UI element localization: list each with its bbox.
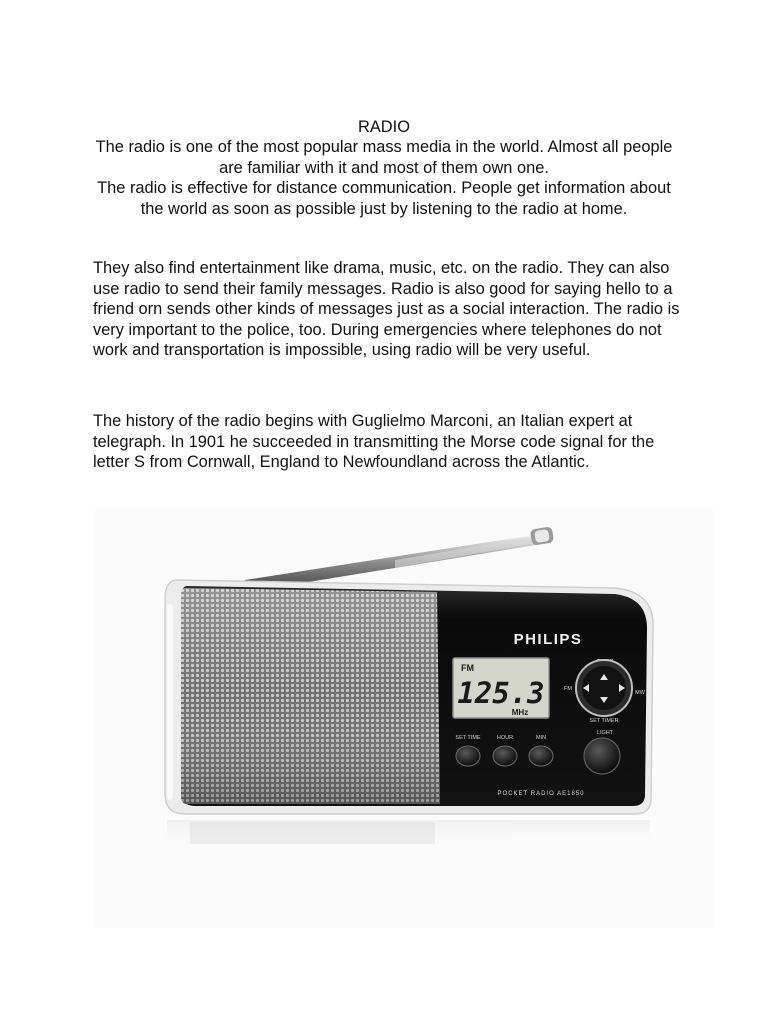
lcd-frequency: 125.3	[457, 676, 545, 710]
intro-paragraph-1: The radio is one of the most popular mass media in the world. Almost all people are familiar with it and most of them own one.	[95, 138, 673, 177]
radio-reflection	[167, 820, 650, 853]
light-label: LIGHT	[596, 730, 614, 736]
clock-buttons	[455, 735, 553, 766]
lcd-display	[453, 658, 549, 718]
radio-photo	[95, 508, 713, 928]
set-time-button[interactable]	[456, 746, 480, 766]
side-highlight	[167, 604, 173, 800]
light-button[interactable]	[584, 738, 620, 774]
fm-label: FM	[564, 686, 572, 692]
brand-logo: PHILIPS	[513, 631, 583, 648]
intro-block	[90, 117, 678, 219]
body-paragraph-1: They also find entertainment like drama, music, etc. on the radio. They can also use radio to send their family messages. Radio is also good for saying hello to a friend orn sends other kinds of messages just as a social interaction. The radio is very important to the police, too. During emergencies where telephones do not work and transportation is impossible, using radio will be very useful.	[93, 259, 680, 360]
set-time-label: SET TIME	[455, 735, 481, 741]
hour-button[interactable]	[493, 746, 517, 766]
lcd-band: FM	[461, 663, 474, 673]
body-paragraph-2: The history of the radio begins with Guglielmo Marconi, an Italian expert at telegraph. In 1901 he succeeded in transmitting the Morse code signal for the letter S from Cornwall, England to Newfoundland across the Atlantic.	[93, 412, 655, 472]
speaker-grille	[181, 588, 440, 804]
document-title: RADIO	[358, 118, 410, 136]
intro-paragraph-2: The radio is effective for distance communication. People get information about the world as soon as possible just by listening to the radio at home.	[97, 179, 671, 218]
hour-label: HOUR	[496, 735, 514, 741]
lcd-unit: MHz	[511, 708, 529, 717]
model-label: POCKET RADIO AE1850	[497, 791, 585, 797]
min-label: MIN	[535, 735, 547, 741]
mw-label: MW	[635, 690, 645, 696]
min-button[interactable]	[529, 746, 553, 766]
set-timer-label: SET TIMER	[589, 718, 619, 724]
radio-illustration	[95, 508, 713, 928]
